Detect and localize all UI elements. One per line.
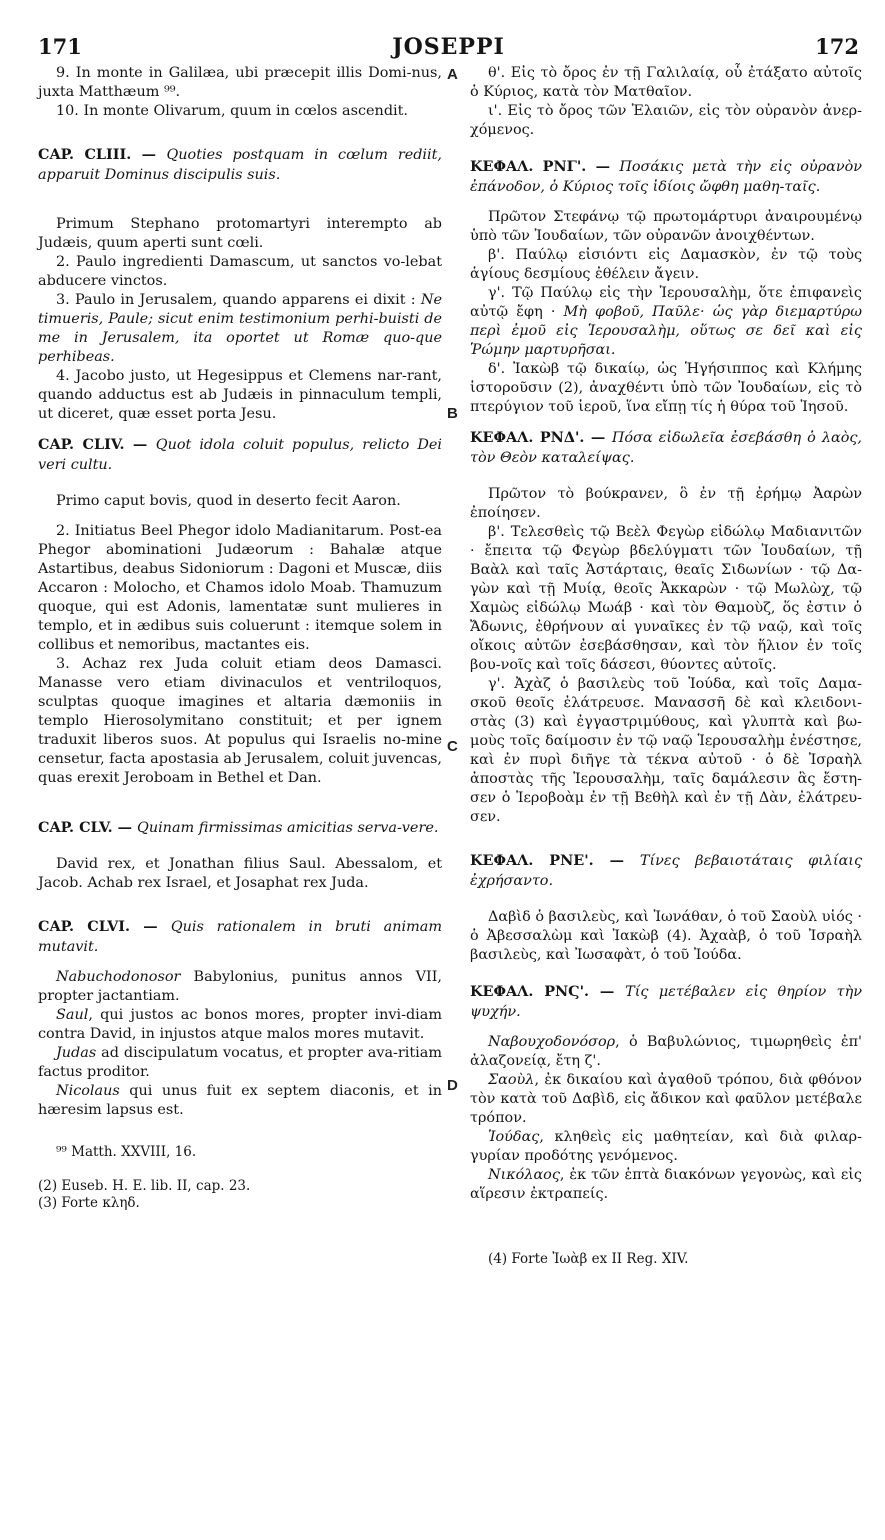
latin-paragraph (38, 291, 442, 367)
greek-paragraph (470, 1128, 862, 1166)
greek-paragraph: β'. Τελεσθεὶς τῷ Βεὲλ Φεγὼρ εἰδώλῳ Μαδιανιτῶν · ἔπειτα τῷ Φεγὼρ βδελύγματι τῶν Ἰουδαίων, τῇ Βαὰλ καὶ ταῖς Ἀστάρταις, θεαῖς Σιδωνίων · τῷ Δα-γὼν καὶ τῇ Μυίᾳ, θεοῖς Ἀκκαρὼν · τῷ Μωλὼχ, τῷ Χαμὼς εἰδώλῳ Μωάβ · καὶ τὸν Θαμοὺζ, ὅς ἐστιν ὁ Ἄδωνις, ἐθρήνουν αἱ γυναῖκες ἐν τῷ ναῷ, καὶ τοῖς οἴκοις αὐτῶν ἐσεβάσθησαν, καὶ τὸν ἥλιον ἐν τοῖς βου-νοῖς καὶ τοῖς δάσεσι, θύοντες αὐτοῖς. (470, 524, 862, 673)
greek-text: , ὁ Βαβυλώνιος, τιμωρηθεὶς ἐπ' ἀλαζονείᾳ, ἔτη ζ'. (470, 1034, 862, 1069)
latin-paragraph (38, 1044, 442, 1082)
latin-paragraph (38, 968, 442, 1006)
chapter-number: CAP. CLIII. — (38, 146, 157, 163)
greek-paragraph: γ'. Ἀχὰζ ὁ βασιλεὺς τοῦ Ἰούδα, καὶ τοῖς Δαμα-σκοῦ θεοῖς ἐλάτρευσε. Μανασσῆ δὲ καὶ κλειδονι-στὰς (3) καὶ ἐγγαστριμύθους, καὶ γλυπτὰ καὶ βω-μοὺς τοῖς δαίμοσιν ἐν τῷ ναῷ Ἱερουσαλὴμ ἐνέστησε, καὶ ἐν πυρὶ διῆγε τὰ τέκνα αὐτοῦ · ὁ δὲ Ἰσραὴλ ἀποστὰς τῆς Ἱερουσαλὴμ, ταῖς δαμάλεσιν ἃς ἔστη-σεν ὁ Ἱεροβοὰμ ἐν τῇ Βεθὴλ καὶ ἐν τῇ Δὰν, ἐλάτρευ-σεν. (470, 676, 862, 825)
greek-name: Σαοὺλ (488, 1072, 535, 1088)
margin-letter-c: C (447, 738, 458, 755)
latin-paragraph: 2. Initiatus Beel Phegor idolo Madianitarum. Post-ea Phegor abominationi Judæorum : Bahalæ atque Astartibus, deabus Sidoniorum : Dagoni et Muscæ, diis Accaron : Molocho, et Chamos idolo Moab. Thamuzum quoque, qui est Adonis, lamentatæ sunt mulieres in templo, et in ædibus suis coluerunt : itemque solem in collibus et nemoribus, mactantes eis. (38, 523, 442, 653)
latin-paragraph: 3. Achaz rex Juda coluit etiam deos Damasci. Manasse vero etiam divinaculos et ventriloquos, sculptas quoque imagines et altaria dæmoniis in templo Hierosolymitano constituit; et per ignem traduxit liberos suos. At populus qui Israelis no-mine censetur, facta apostasia ab Jerusalem, coluit juvencas, quas erexit Jeroboam in Bethel et Dan. (38, 656, 442, 786)
greek-text: , ἐκ δικαίου καὶ ἀγαθοῦ τρόπου, διὰ φθόνον τὸν κατὰ τοῦ Δαβὶδ, εἰς ἄδικον καὶ φαῦλον μετέβαλε τρόπον. (470, 1072, 862, 1126)
latin-text: Babylonius, punitus annos VII, propter jactantiam. (38, 969, 442, 1004)
chapter-title: Quis rationalem in bruti animam mutavit. (38, 919, 442, 955)
chapter-title: Ποσάκις μετὰ τὴν εἰς οὐρανὸν ἐπάνοδον, ὁ Κύριος τοῖς ἰδίοις ὤφθη μαθη-ταῖς. (470, 159, 863, 195)
latin-text: ad discipulatum vocatus, et propter ava-ritiam factus proditor. (38, 1045, 442, 1080)
latin-item-10: 10. In monte Olivarum, quum in cœlos ascendit. (56, 103, 409, 119)
latin-text: qui unus fuit ex septem diaconis, et in hæresim lapsus est. (38, 1083, 442, 1118)
chapter-title: Quot idola coluit populus, relicto Dei veri cultu. (38, 437, 442, 473)
chapter-title: Quinam firmissimas amicitias serva-vere. (137, 820, 439, 836)
footnote: (3) Forte κληδ. (38, 1195, 140, 1211)
greek-chapter-153-heading (470, 157, 862, 197)
footnote: ⁹⁹ Matth. XXVIII, 16. (56, 1144, 197, 1160)
greek-paragraph (470, 1166, 862, 1204)
chapter-number: ΚΕΦΑΛ. ΡΝΕ'. — (470, 852, 624, 869)
chapter-title: Πόσα εἰδωλεῖα ἐσεβάσθη ὁ λαὸς, τὸν Θεὸν καταλείψας. (470, 430, 863, 466)
greek-text: γ'. Τῷ Παύλῳ εἰς τὴν Ἱερουσαλὴμ, ὅτε ἐπιφανεὶς αὐτῷ ἔφη · (470, 285, 862, 320)
greek-quotation: Μὴ φοβοῦ, Παῦλε· ὡς γὰρ διεμαρτύρω περὶ ἐμοῦ εἰς Ἱερουσαλὴμ, οὕτως σε δεῖ καὶ εἰς Ῥώμην μαρτυρῆσαι. (470, 304, 862, 358)
latin-paragraph (38, 1006, 442, 1044)
latin-paragraph: Primo caput bovis, quod in deserto fecit Aaron. (56, 493, 401, 509)
chapter-number: ΚΕΦΑΛ. ΡΝΔ'. — (470, 429, 606, 446)
chapter-number: CAP. CLV. — (38, 819, 132, 836)
latin-text: 3. Paulo in Jerusalem, quando apparens ei dixit : (56, 292, 416, 308)
latin-chapter-153-heading (38, 145, 442, 185)
margin-letter-d: D (447, 1077, 458, 1094)
chapter-number: CAP. CLVI. — (38, 918, 158, 935)
running-title: JOSEPPI (392, 34, 505, 60)
latin-name: Judas (56, 1045, 97, 1061)
latin-item-9: 9. In monte in Galilæa, ubi præcepit illis Domi-nus, juxta Matthæum ⁹⁹. (38, 65, 442, 100)
latin-text: , qui justos ac bonos mores, propter invi-diam contra David, in injustos atque malos mores mutavit. (38, 1007, 442, 1042)
latin-quotation: Ne timueris, Paule; sicut enim testimonium perhi-buisti de me in Jerusalem, ita oportet ut Romæ quo-que perhibeas. (38, 292, 443, 365)
latin-paragraph: Primum Stephano protomartyri interempto ab Judæis, quum aperti sunt cœli. (38, 216, 442, 251)
margin-letter-b: B (447, 405, 458, 422)
latin-chapter-154-heading (38, 435, 442, 475)
greek-paragraph (470, 1071, 862, 1128)
page-number-right: 172 (815, 34, 859, 59)
page-number-left: 171 (38, 34, 82, 59)
latin-paragraph: 4. Jacobo justo, ut Hegesippus et Clemens nar-rant, quando adductus est ab Judæis in pinnaculum templi, ut diceret, quæ esset porta Jesu. (38, 368, 442, 422)
latin-chapter-156-heading (38, 917, 442, 957)
latin-name: Saul (56, 1007, 89, 1023)
greek-item-10: ι'. Εἰς τὸ ὄρος τῶν Ἐλαιῶν, εἰς τὸν οὐρανὸν ἀνερ-χόμενος. (470, 103, 862, 138)
greek-paragraph: Πρῶτον τὸ βούκρανεν, ὃ ἐν τῇ ἐρήμῳ Ἀαρὼν ἐποίησεν. (470, 486, 862, 521)
greek-name: Ναβουχοδονόσορ (488, 1034, 616, 1050)
latin-paragraph: David rex, et Jonathan filius Saul. Abessalom, et Jacob. Achab rex Israel, et Josaphat rex Juda. (38, 856, 442, 891)
chapter-number: ΚΕΦΑΛ. ΡΝΓ'. — (470, 158, 610, 175)
latin-column (38, 64, 442, 1212)
chapter-title: Quoties postquam in cœlum rediit, apparuit Dominus discipulis suis. (38, 147, 442, 183)
greek-paragraph: Πρῶτον Στεφάνῳ τῷ πρωτομάρτυρι ἀναιρουμένῳ ὑπὸ τῶν Ἰουδαίων, τῶν οὐρανῶν ἀνοιχθέντων. (470, 209, 862, 244)
chapter-title: Τίνες βεβαιοτάταις φιλίαις ἐχρήσαντο. (470, 853, 863, 889)
greek-item-9: θ'. Εἰς τὸ ὄρος ἐν τῇ Γαλιλαίᾳ, οὗ ἐτάξατο αὐτοῖς ὁ Κύριος, κατὰ τὸν Ματθαῖον. (470, 65, 862, 100)
latin-name: Nabuchodonosor (56, 969, 181, 985)
chapter-number: CAP. CLIV. — (38, 436, 148, 453)
greek-column (470, 64, 862, 1268)
greek-text: , ἐκ τῶν ἑπτὰ διακόνων γεγονὼς, καὶ εἰς αἵρεσιν ἐκτραπείς. (470, 1167, 862, 1202)
greek-chapter-154-heading (470, 428, 862, 468)
footnote: (2) Euseb. H. E. lib. II, cap. 23. (38, 1178, 251, 1194)
greek-name: Ἰούδας (488, 1129, 540, 1145)
chapter-number: ΚΕΦΑΛ. ΡΝϚ'. — (470, 983, 615, 1000)
latin-name: Nicolaus (56, 1083, 120, 1099)
greek-paragraph: Δαβὶδ ὁ βασιλεὺς, καὶ Ἰωνάθαν, ὁ τοῦ Σαοὺλ υἱός · ὁ Ἀβεσσαλὼμ καὶ Ἰακὼβ (4). Ἀχαὰβ, ὁ τοῦ Ἰσραὴλ βασιλεὺς, καὶ Ἰωσαφὰτ, ὁ τοῦ Ἰούδα. (470, 909, 862, 963)
greek-paragraph: δ'. Ἰακὼβ τῷ δικαίῳ, ὡς Ἡγήσιππος καὶ Κλήμης ἱστοροῦσιν (2), ἀναχθέντι ὑπὸ τῶν Ἰουδαίων, εἰς τὸ πτερύγιον τοῦ ἱεροῦ, ἵνα εἴπῃ τίς ἡ θύρα τοῦ Ἰησοῦ. (470, 361, 862, 415)
latin-paragraph: 2. Paulo ingredienti Damascum, ut sanctos vo-lebat abducere vinctos. (38, 254, 442, 289)
greek-chapter-155-heading (470, 851, 862, 891)
greek-paragraph (470, 284, 862, 360)
chapter-title: Τίς μετέβαλεν εἰς θηρίον τὴν ψυχήν. (470, 984, 862, 1020)
page-header (38, 34, 859, 62)
greek-paragraph: β'. Παύλῳ εἰσιόντι εἰς Δαμασκὸν, ἐν τῷ τοὺς ἁγίους δεσμίους ἐθέλειν ἄγειν. (470, 247, 862, 282)
greek-name: Νικόλαος (488, 1167, 560, 1183)
footnote: (4) Forte Ἰωὰβ ex II Reg. XIV. (488, 1251, 689, 1267)
latin-chapter-155-heading (38, 818, 442, 838)
greek-text: , κληθεὶς εἰς μαθητείαν, καὶ διὰ φιλαρ-γυρίαν προδότης γενόμενος. (470, 1129, 862, 1164)
margin-letter-a: A (447, 66, 458, 83)
greek-chapter-156-heading (470, 982, 862, 1022)
greek-paragraph (470, 1033, 862, 1071)
latin-paragraph (38, 1082, 442, 1120)
